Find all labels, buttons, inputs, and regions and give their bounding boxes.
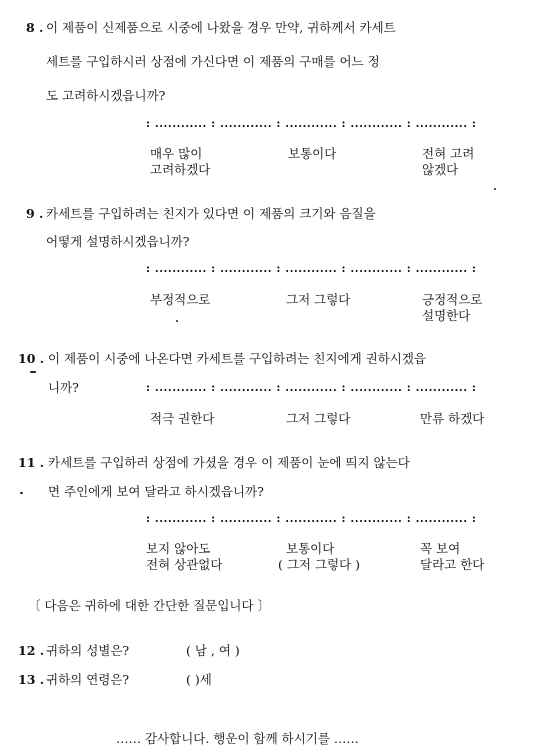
q10-option-2: 그저 그렇다 bbox=[286, 411, 351, 426]
q10-rating-scale[interactable]: : ............ : ............ : ............ : ............ : ............ : bbox=[146, 381, 477, 394]
q9-option-3-line2: 설명한다 bbox=[422, 308, 471, 323]
q11-option-3-line2: 달라고 한다 bbox=[420, 557, 485, 572]
q12-text: 귀하의 성별은? bbox=[46, 643, 130, 658]
q11-rating-scale[interactable]: : ............ : ............ : ............ : ............ : ............ : bbox=[146, 512, 477, 525]
scan-speck bbox=[20, 492, 23, 494]
q9-text-line1: 카세트를 구입하려는 친지가 있다면 이 제품의 크기와 음질을 bbox=[46, 206, 376, 221]
scan-speck bbox=[176, 320, 178, 322]
q8-number: 8 . bbox=[26, 20, 44, 35]
q11-option-3-line1: 꼭 보여 bbox=[420, 541, 461, 556]
q10-option-3: 만류 하겠다 bbox=[420, 411, 485, 426]
q13-text: 귀하의 연령은? bbox=[46, 672, 130, 687]
q13-answer-age[interactable]: ( )세 bbox=[186, 672, 212, 687]
scan-speck bbox=[494, 188, 496, 190]
q9-text-line2: 어떻게 설명하시겠읍니까? bbox=[46, 234, 190, 249]
q8-option-1-line2: 고려하겠다 bbox=[150, 162, 211, 177]
q11-option-1-line2: 전혀 상관없다 bbox=[146, 557, 223, 572]
scan-speck bbox=[30, 371, 36, 373]
q8-option-3-line2: 않겠다 bbox=[422, 162, 459, 177]
q8-option-2: 보통이다 bbox=[288, 146, 337, 161]
q9-option-1: 부정적으로 bbox=[150, 292, 211, 307]
q11-option-2-line1: 보통이다 bbox=[286, 541, 335, 556]
q8-rating-scale[interactable]: : ............ : ............ : ............ : ............ : ............ : bbox=[146, 117, 477, 130]
section-header: 〔 다음은 귀하에 대한 간단한 질문입니다 〕 bbox=[28, 598, 271, 613]
q11-text-line1: 카세트를 구입하러 상점에 가셨을 경우 이 제품이 눈에 띄지 않는다 bbox=[48, 455, 410, 470]
q8-option-1-line1: 매우 많이 bbox=[150, 146, 203, 161]
q11-option-1-line1: 보지 않아도 bbox=[146, 541, 211, 556]
q8-text-line3: 도 고려하시겠읍니까? bbox=[46, 88, 166, 103]
q9-rating-scale[interactable]: : ............ : ............ : ............ : ............ : ............ : bbox=[146, 262, 477, 275]
q10-text-line1: 이 제품이 시중에 나온다면 카세트를 구입하려는 친지에게 권하시겠읍 bbox=[48, 351, 426, 366]
q11-option-2-line2: ( 그저 그렇다 ) bbox=[278, 557, 361, 572]
q10-option-1: 적극 권한다 bbox=[150, 411, 215, 426]
q9-number: 9 . bbox=[26, 206, 44, 221]
q10-number: 10 . bbox=[18, 351, 45, 366]
q12-answer-gender[interactable]: ( 남 , 여 ) bbox=[186, 643, 240, 658]
q11-text-line2: 면 주인에게 보여 달라고 하시겠읍니까? bbox=[48, 484, 264, 499]
q11-number: 11 . bbox=[18, 455, 45, 470]
q9-option-2: 그저 그렇다 bbox=[286, 292, 351, 307]
q9-option-3-line1: 긍정적으로 bbox=[422, 292, 483, 307]
q10-text-line2: 니까? bbox=[48, 380, 79, 395]
q8-option-3-line1: 전혀 고려 bbox=[422, 146, 475, 161]
q8-text-line2: 세트를 구입하시러 상점에 가신다면 이 제품의 구매를 어느 정 bbox=[46, 54, 380, 69]
q8-text-line1: 이 제품이 신제품으로 시중에 나왔을 경우 만약, 귀하께서 카세트 bbox=[46, 20, 396, 35]
q13-number: 13 . bbox=[18, 672, 45, 687]
q12-number: 12 . bbox=[18, 643, 45, 658]
closing-message: …… 감사합니다. 행운이 함께 하시기를 …… bbox=[116, 731, 359, 746]
